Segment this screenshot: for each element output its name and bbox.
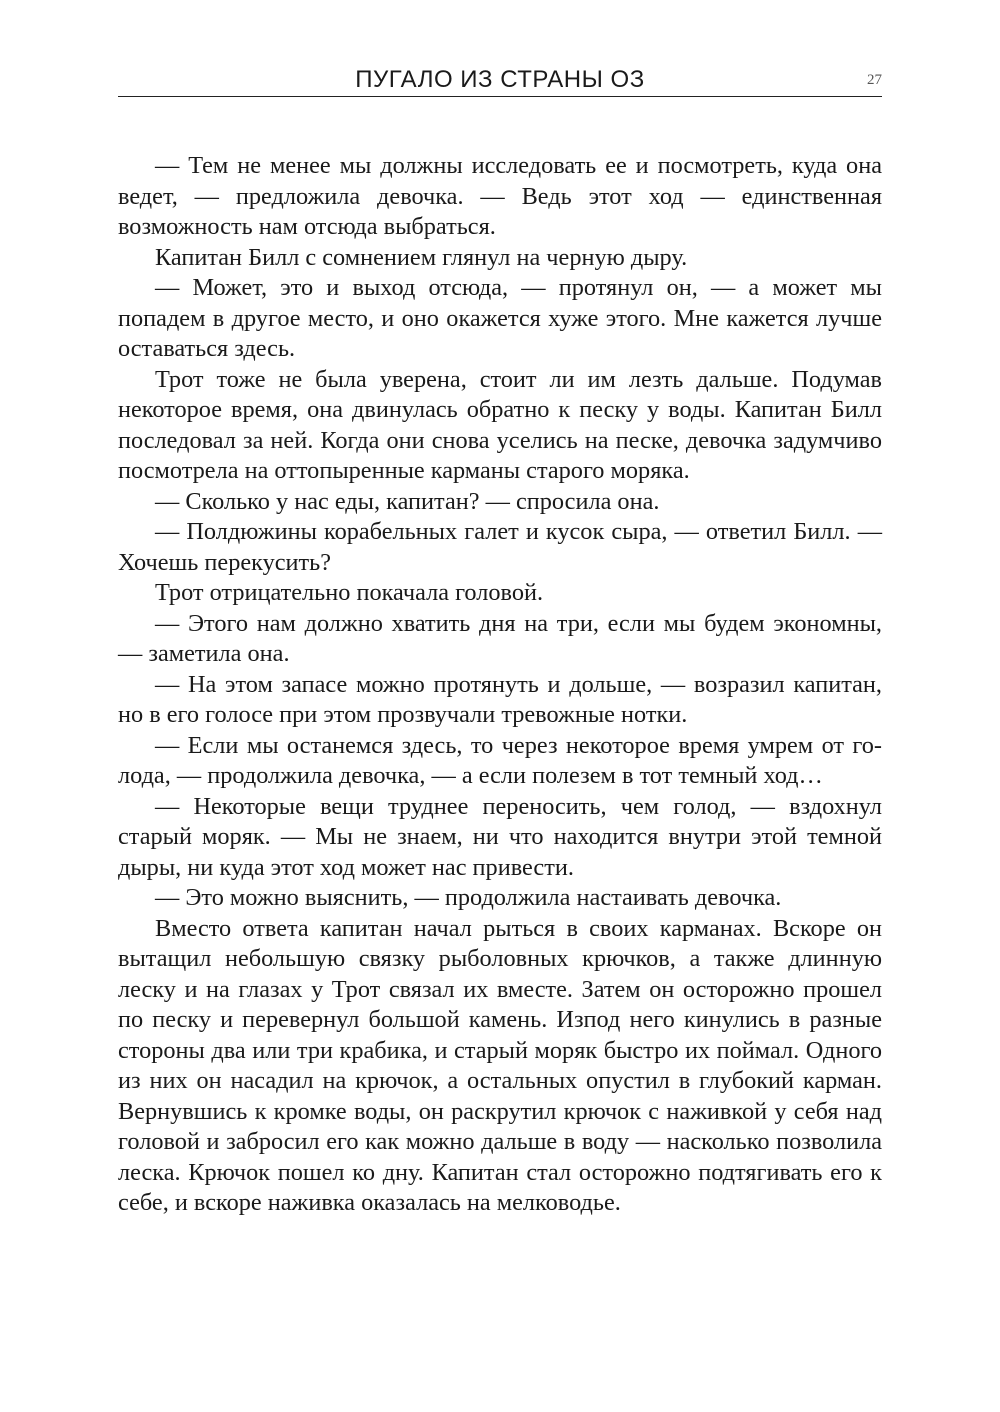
paragraph: Капитан Билл с сомнением глянул на черную дыру.	[155, 243, 688, 271]
body-text	[118, 151, 882, 1219]
paragraph: — Тем не менее мы должны исследовать ее и посмотреть, куда она ведет, — предложила девочка. — Ведь этот ход — единственная возможность нам отсюда выбраться.	[118, 152, 882, 240]
paragraph: — Это можно выяснить, — продолжила настаивать девочка.	[155, 884, 782, 911]
paragraph: — Полдюжины корабельных галет и кусок сыра, — ответил Билл. — Хочешь перекусить?	[118, 518, 882, 576]
paragraph: Трот отрицательно покачала головой.	[155, 579, 544, 606]
paragraph: — Некоторые вещи труднее переносить, чем голод, — вздохнул старый моряк. — Мы не знаем, ни что находится внутри этой темной дыры, ни куда этот ход может нас привести.	[118, 792, 882, 881]
paragraph: Трот тоже не была уверена, стоит ли им лезть дальше. Подумав некоторое время, она двинулась обратно к песку у воды. Капитан Билл последовал за ней. Когда они снова уселись на песке, девочка задумчиво посмотрела на оттопыренные карманы старого моряка.	[118, 365, 882, 484]
paragraph: — Сколько у нас еды, капитан? — спросила она.	[155, 487, 660, 515]
running-title: ПУГАЛО ИЗ СТРАНЫ ОЗ	[355, 66, 645, 93]
paragraph: Вместо ответа капитан начал рыться в своих карманах. Вскоре он вытащил небольшую связку рыболовных крючков, а также длинную леску и на глазах у Трот связал их вместе. Затем он осторожно прошел по песку и перевернул большой камень. Изпод него кинулись в разные стороны два или три крабика, и старый моряк быстро их поймал. Одного из них он насадил на крючок, а остальных опустил в глубокий карман. Вернувшись к кромке воды, он раскрутил крючок с наживкой у себя над головой и забросил его как можно дальше в воду — насколько позволила леска. Крючок пошел ко дну. Капитан стал осторожно подтягивать его к себе, и вскоре наживка оказалась на мелководье.	[118, 914, 882, 1216]
paragraph: — Если мы останемся здесь, то через некоторое время умрем от голода, — продолжила девочка, — а если полезем в тот темный ход…	[118, 731, 882, 789]
paragraph: — На этом запасе можно протянуть и дольше, — возразил капитан, но в его голосе при этом прозвучали тревожные нотки.	[118, 670, 882, 728]
page-number: 27	[867, 72, 882, 88]
paragraph: — Может, это и выход отсюда, — протянул он, — а может мы попадем в другое место, и оно окажется хуже этого. Мне кажется лучше оставаться здесь.	[118, 274, 882, 362]
paragraph: — Этого нам должно хватить дня на три, если мы будем экономны, — заметила она.	[118, 609, 882, 667]
running-header	[118, 60, 882, 97]
